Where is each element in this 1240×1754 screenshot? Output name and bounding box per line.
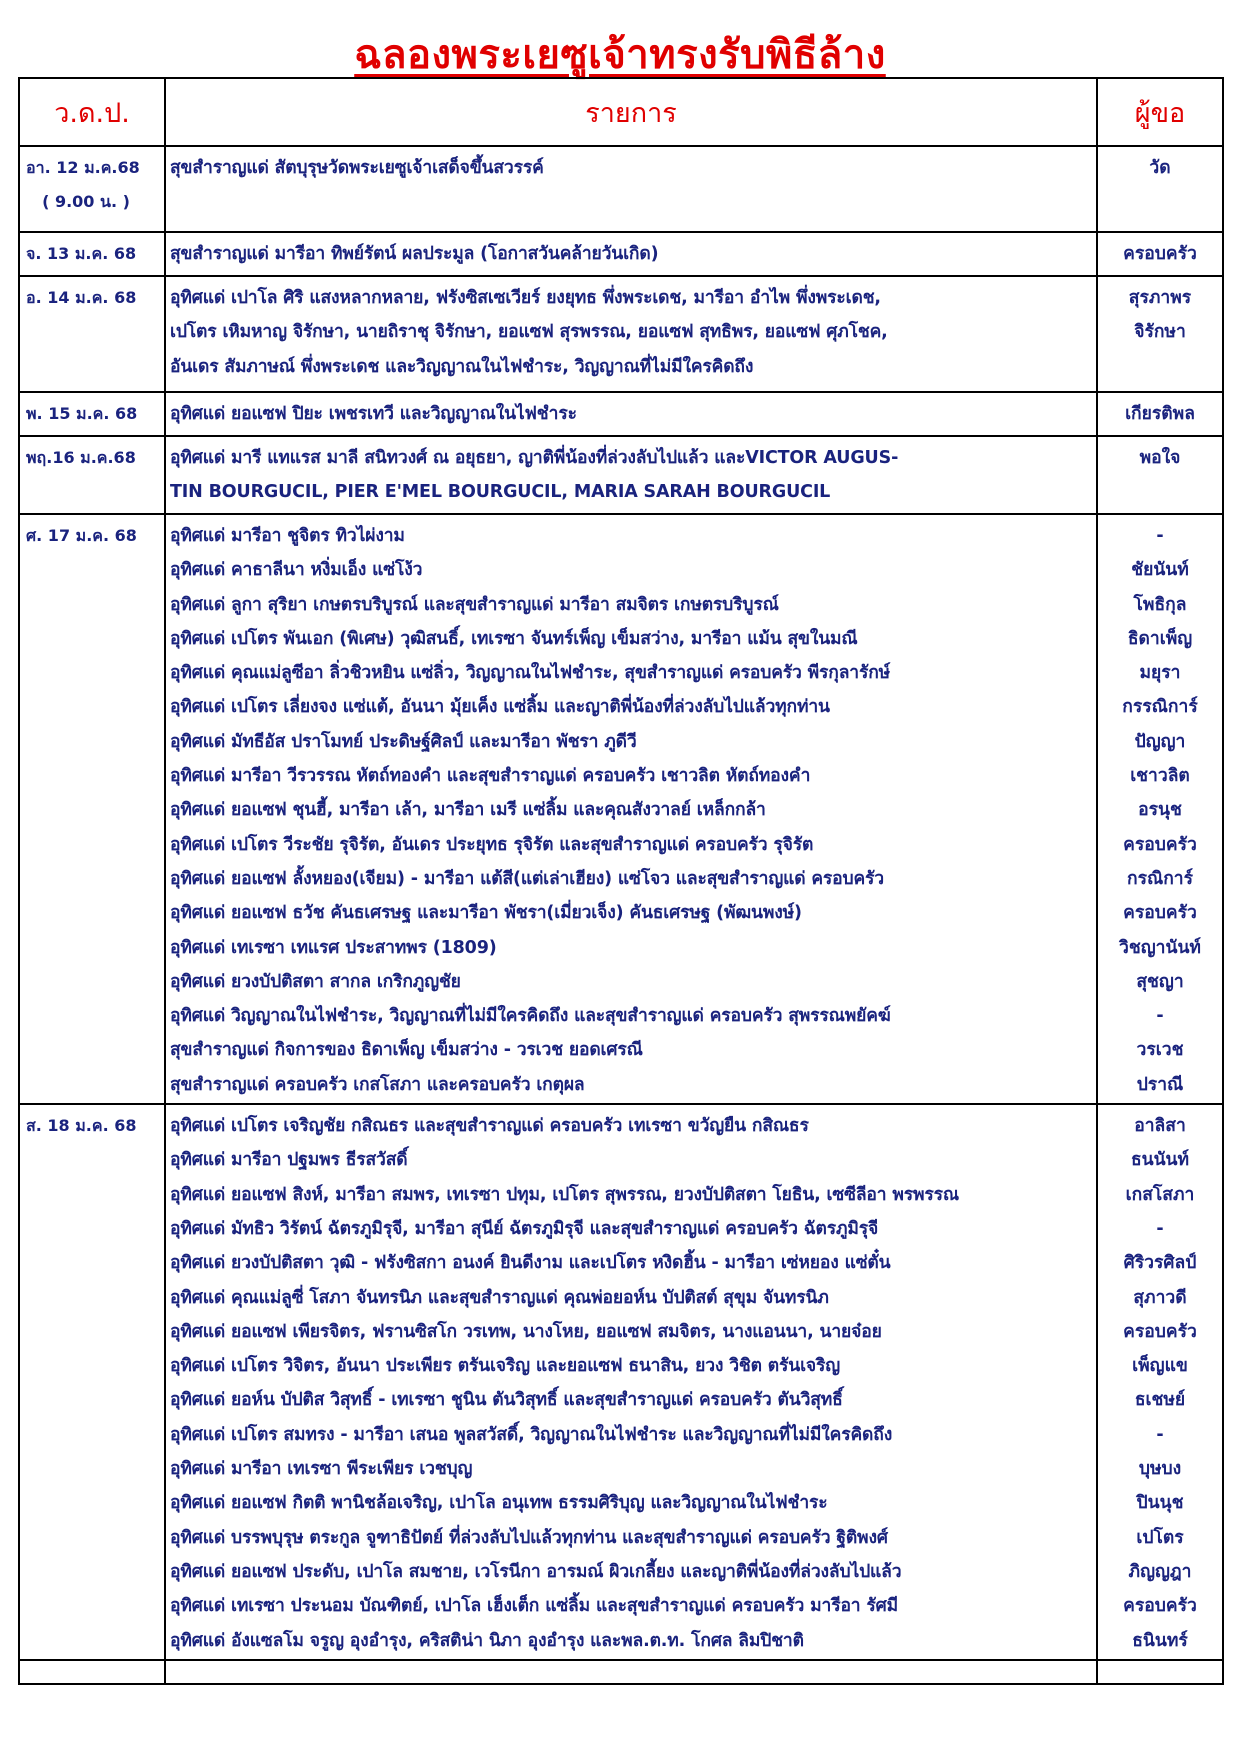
requester-name: ภิญญฎา — [1128, 1561, 1192, 1582]
table-row — [19, 436, 1223, 514]
intention-line: อุทิศแด่ เปโตร วีระชัย รุจิรัต, อันเดร ประยุทธ รุจิรัต และสุขสำราญแด่ ครอบครัว รุจิรัต — [170, 834, 814, 855]
row-date — [19, 1104, 165, 1660]
row-requesters — [1097, 1104, 1223, 1660]
row-date — [19, 232, 165, 276]
intention-line: อุทิศแด่ วิญญาณในไฟชำระ, วิญญาณที่ไม่มีใครคิดถึง และสุขสำราญแด่ ครอบครัว สุพรรณพยัคฆ์ — [170, 1006, 891, 1027]
row-requesters — [1097, 232, 1223, 276]
intention-line: สุขสำราญแด่ ครอบครัว เกสโสภา และครอบครัว เกตุผล — [170, 1074, 585, 1095]
requester-name: ธเชษย์ — [1134, 1390, 1186, 1411]
intention-line: อุทิศแด่ มัทธิว วิรัตน์ ฉัตรภูมิรุจี, มารีอา สุนีย์ ฉัตรภูมิรุจี และสุขสำราญแด่ ครอบครัว ฉัตรภูมิรุจี — [170, 1218, 879, 1239]
intention-line: สุขสำราญแด่ มารีอา ทิพย์รัตน์ ผลประมูล (โอกาสวันคล้ายวันเกิด) — [170, 244, 659, 264]
requester-name: เปโตร — [1136, 1527, 1184, 1548]
requester-name: ธิดาเพ็ญ — [1127, 628, 1193, 649]
intention-line: อุทิศแด่ ลูกา สุริยา เกษตรบริบูรณ์ และสุขสำราญแด่ มารีอา สมจิตร เกษตรบริบูรณ์ — [170, 594, 779, 615]
row-items — [165, 514, 1097, 1104]
time-text: ( 9.00 น. ) — [42, 192, 130, 211]
requester-name: สุชญา — [1136, 971, 1184, 992]
requester-name: สุรภาพร — [1128, 288, 1192, 308]
intention-line: อุทิศแด่ มารีอา ปฐมพร ธีรสวัสดิ์ — [170, 1150, 408, 1171]
intention-line: อุทิศแด่ มารีอา วีรวรรณ หัตถ์ทองคำ และสุขสำราญแด่ ครอบครัว เชาวลิต หัตถ์ทองคำ — [170, 766, 811, 787]
row-date — [19, 1660, 165, 1684]
table-body — [19, 146, 1223, 1684]
requester-name: ธนินทร์ — [1132, 1630, 1188, 1651]
row-items — [165, 1660, 1097, 1684]
intention-line: อันเดร สัมภาษณ์ พึ่งพระเดช และวิญญาณในไฟชำระ, วิญญาณที่ไม่มีใครคิดถึง — [170, 356, 754, 377]
requester-name: วิชญานันท์ — [1119, 937, 1201, 958]
requester-name: กรณิการ์ — [1126, 868, 1194, 889]
intention-line: อุทิศแด่ ยอแซฟ ปิยะ เพชรเทวี และวิญญาณในไฟชำระ — [170, 404, 577, 424]
intention-line: อุทิศแด่ คุณแม่ลูซีอา ลิ่วชิวหยิน แซ่ลิ่ว, วิญญาณในไฟชำระ, สุขสำราญแด่ ครอบครัว พีรกุลารักษ์ — [170, 663, 891, 684]
requester-name: - — [1156, 526, 1164, 546]
row-requesters — [1097, 392, 1223, 436]
intention-line: อุทิศแด่ เปโตร สมทรง - มารีอา เสนอ พูลสวัสดิ์, วิญญาณในไฟชำระ และวิญญาณที่ไม่มีใครคิดถึง — [170, 1424, 893, 1445]
intention-line: สุขสำราญแด่ กิจการของ ธิดาเพ็ญ เข็มสว่าง - วรเวช ยอดเศรณี — [170, 1040, 643, 1061]
requester-name: ปราณี — [1136, 1074, 1184, 1095]
intention-line: เปโตร เหิมหาญ จิรักษา, นายถิราชุ จิรักษา, ยอแซฟ สุรพรรณ, ยอแซฟ สุทธิพร, ยอแซฟ ศุภโชค, — [170, 322, 888, 343]
requester-name: พอใจ — [1139, 448, 1181, 468]
date-text: อ. 14 ม.ค. 68 — [26, 288, 137, 307]
date-text: ศ. 17 ม.ค. 68 — [26, 526, 137, 545]
requester-name: ครอบครัว — [1123, 834, 1197, 855]
row-requesters — [1097, 1660, 1223, 1684]
requester-name: โพธิกุล — [1133, 594, 1187, 615]
date-text: พฤ.16 ม.ค.68 — [26, 448, 136, 467]
intention-line: อุทิศแด่ มารีอา เทเรซา พีระเพียร เวชบุญ — [170, 1459, 473, 1480]
intention-line: อุทิศแด่ เทเรซา ประนอม บัณฑิตย์, เปาโล เฮ็งเต็ก แซ่ลิ้ม และสุขสำราญแด่ ครอบครัว มารีอา รัศมี — [170, 1596, 899, 1617]
date-text: อา. 12 ม.ค.68 — [26, 158, 140, 177]
intention-line: อุทิศแด่ ยอห์น บัปติส วิสุทธิ์ - เทเรซา ชูนิน ตันวิสุทธิ์ และสุขสำราญแด่ ครอบครัว ตันวิสุทธิ์ — [170, 1390, 843, 1411]
intention-line: อุทิศแด่ ยอแซฟ ชุนฮี้, มารีอา เล้า, มารีอา เมรี แซ่ลิ้ม และคุณสังวาลย์ เหล็กกล้า — [170, 800, 766, 821]
header-items: รายการ — [165, 78, 1097, 146]
table-row — [19, 514, 1223, 1104]
intention-line: อุทิศแด่ เปโตร เลี่ยงจง แซ่แต้, อันนา มุ้ยเค็ง แซ่ลิ้ม และญาติพี่น้องที่ล่วงลับไปแล้วทุกท่าน — [170, 697, 830, 718]
table-row — [19, 276, 1223, 392]
row-requesters — [1097, 436, 1223, 514]
requester-name: จิรักษา — [1134, 322, 1186, 343]
intention-line: อุทิศแด่ เปโตร พันเอก (พิเศษ) วุฒิสนธิ์, เทเรซา จันทร์เพ็ญ เข็มสว่าง, มารีอา แม้น สุขในมณี — [170, 628, 858, 649]
intention-line: TIN BOURGUCIL, PIER E'MEL BOURGUCIL, MARIA SARAH BOURGUCIL — [170, 482, 831, 503]
table-row — [19, 1104, 1223, 1660]
requester-name: อรนุช — [1138, 800, 1182, 821]
intention-line: อุทิศแด่ คาธาลีนา หงิ่มเอ็ง แซ่โง้ว — [170, 560, 423, 581]
requester-name: - — [1156, 1006, 1164, 1027]
row-date — [19, 392, 165, 436]
row-items — [165, 436, 1097, 514]
intention-line: อุทิศแด่ ยอแซฟ เพียรจิตร, ฟรานซิสโก วรเทพ, นางโหย, ยอแซฟ สมจิตร, นางแอนนา, นายจ๋อย — [170, 1321, 882, 1342]
row-items — [165, 276, 1097, 392]
intention-line: อุทิศแด่ ยอแซฟ ประดับ, เปาโล สมชาย, เวโรนีกา อารมณ์ ผิวเกลี้ยง และญาติพี่น้องที่ล่วงลับไปแล้ว — [170, 1561, 902, 1582]
row-items — [165, 392, 1097, 436]
requester-name: ครอบครัว — [1123, 1596, 1197, 1617]
intention-line: อุทิศแด่ อังแซลโม จรูญ อุงอำรุง, คริสติน่า นิภา อุงอำรุง และพล.ต.ท. โกศล ลิมปิชาติ — [170, 1630, 804, 1651]
requester-name: ธนนันท์ — [1130, 1150, 1190, 1171]
intention-line: สุขสำราญแด่ สัตบุรุษวัดพระเยซูเจ้าเสด็จขึ้นสวรรค์ — [170, 158, 544, 178]
date-text: จ. 13 ม.ค. 68 — [26, 244, 137, 263]
intention-line: อุทิศแด่ ยอแซฟ สิงห์, มารีอา สมพร, เทเรซา ปทุม, เปโตร สุพรรณ, ยวงบัปติสตา โยธิน, เซซีลีอา พรพรรณ — [170, 1184, 959, 1205]
row-date — [19, 276, 165, 392]
requester-name: สุภาวดี — [1133, 1287, 1187, 1308]
requester-name: วัด — [1149, 158, 1171, 178]
requester-name: ศิริวรศิลป์ — [1123, 1253, 1197, 1274]
requester-name: บุษบง — [1138, 1459, 1182, 1480]
intention-line: อุทิศแด่ เปาโล ศิริ แสงหลากหลาย, ฟรังซิสเซเวียร์ ยงยุทธ พึ่งพระเดช, มารีอา อำไพ พึ่งพระเดช, — [170, 288, 881, 308]
header-requester: ผู้ขอ — [1097, 78, 1223, 146]
intention-line: อุทิศแด่ ยอแซฟ ธวัช คันธเศรษฐ และมารีอา พัชรา(เมี่ยวเจ็ง) คันธเศรษฐ (พัฒนพงษ์) — [170, 903, 802, 924]
requester-name: - — [1156, 1218, 1164, 1239]
requester-name: ปัญญา — [1134, 731, 1186, 752]
intention-line: อุทิศแด่ มารี แทแรส มาลี สนิทวงศ์ ณ อยุธยา, ญาติพี่น้องที่ล่วงลับไปแล้ว และVICTOR AUGUS- — [170, 448, 899, 468]
page-title: ฉลองพระเยซูเจ้าทรงรับพิธีล้าง — [354, 32, 886, 78]
requester-name: ครอบครัว — [1123, 903, 1197, 924]
intention-line: อุทิศแด่ มัทธีอัส ปราโมทย์ ประดิษฐ์ศิลป์ และมารีอา พัชรา ภูดีวี — [170, 731, 637, 752]
date-text: พ. 15 ม.ค. 68 — [26, 404, 138, 423]
requester-name: เพ็ญแข — [1132, 1356, 1188, 1377]
requester-name: อาลิสา — [1134, 1116, 1186, 1137]
requester-name: เกียรติพล — [1125, 404, 1195, 424]
row-date — [19, 436, 165, 514]
table-row-partial — [19, 1660, 1223, 1684]
requester-name: ชัยนันท์ — [1131, 560, 1189, 581]
requester-name: วรเวช — [1136, 1040, 1184, 1061]
header-date: ว.ด.ป. — [19, 78, 165, 146]
row-date — [19, 146, 165, 232]
row-date — [19, 514, 165, 1104]
table-header-row — [19, 78, 1223, 146]
requester-name: มยุรา — [1139, 663, 1181, 684]
requester-name: เกสโสภา — [1125, 1184, 1195, 1205]
table-row — [19, 146, 1223, 232]
intention-line: อุทิศแด่ ยวงบัปติสตา สากล เกริกภูญชัย — [170, 971, 461, 992]
intention-line: อุทิศแด่ ยวงบัปติสตา วุฒิ - ฟรังซิสกา อนงค์ ยินดีงาม และเปโตร หงิดฮิ้น - มารีอา เซ่หยอง แซ่ตั๋น — [170, 1253, 891, 1274]
intention-line: อุทิศแด่ บรรพบุรุษ ตระกูล จูฑาธิปัตย์ ที่ล่วงลับไปแล้วทุกท่าน และสุขสำราญแด่ ครอบครัว ฐิติพงศ์ — [170, 1527, 888, 1548]
row-items — [165, 1104, 1097, 1660]
requester-name: ครอบครัว — [1123, 244, 1197, 264]
row-requesters — [1097, 146, 1223, 232]
mass-intention-table — [18, 77, 1224, 1685]
table-row — [19, 392, 1223, 436]
date-text: ส. 18 ม.ค. 68 — [26, 1116, 137, 1136]
table-row — [19, 232, 1223, 276]
intention-line: อุทิศแด่ ยอแซฟ กิตติ พานิชล้อเจริญ, เปาโล อนุเทพ ธรรมศิริบุญ และวิญญาณในไฟชำระ — [170, 1493, 828, 1514]
requester-name: ครอบครัว — [1123, 1321, 1197, 1342]
requester-name: - — [1156, 1424, 1164, 1445]
row-items — [165, 146, 1097, 232]
intention-line: อุทิศแด่ ยอแซฟ ลั้งหยอง(เจียม) - มารีอา แต้สี(แต่เล่าเฮียง) แซ่โจว และสุขสำราญแด่ ครอบครัว — [170, 868, 884, 889]
requester-name: ปินนุช — [1136, 1493, 1184, 1514]
intention-line: อุทิศแด่ มารีอา ชูจิตร ทิวไผ่งาม — [170, 526, 405, 546]
intention-line: อุทิศแด่ เปโตร วิจิตร, อันนา ประเพียร ตรันเจริญ และยอแซฟ ธนาสิน, ยวง วิชิต ตรันเจริญ — [170, 1356, 841, 1377]
row-requesters — [1097, 276, 1223, 392]
intention-line: อุทิศแด่ เทเรซา เทแรศ ประสาทพร (1809) — [170, 937, 497, 958]
requester-name: กรรณิการ์ — [1122, 697, 1198, 718]
row-items — [165, 232, 1097, 276]
row-requesters — [1097, 514, 1223, 1104]
requester-name: เชาวลิต — [1130, 766, 1190, 787]
intention-line: อุทิศแด่ คุณแม่ลูซี่ โสภา จันทรนิภ และสุขสำราญแด่ คุณพ่อยอห์น บัปติสต์ สุขุม จันทรนิภ — [170, 1287, 829, 1308]
intention-line: อุทิศแด่ เปโตร เจริญชัย กสิณธร และสุขสำราญแด่ ครอบครัว เทเรซา ขวัญยืน กสิณธร — [170, 1116, 809, 1137]
